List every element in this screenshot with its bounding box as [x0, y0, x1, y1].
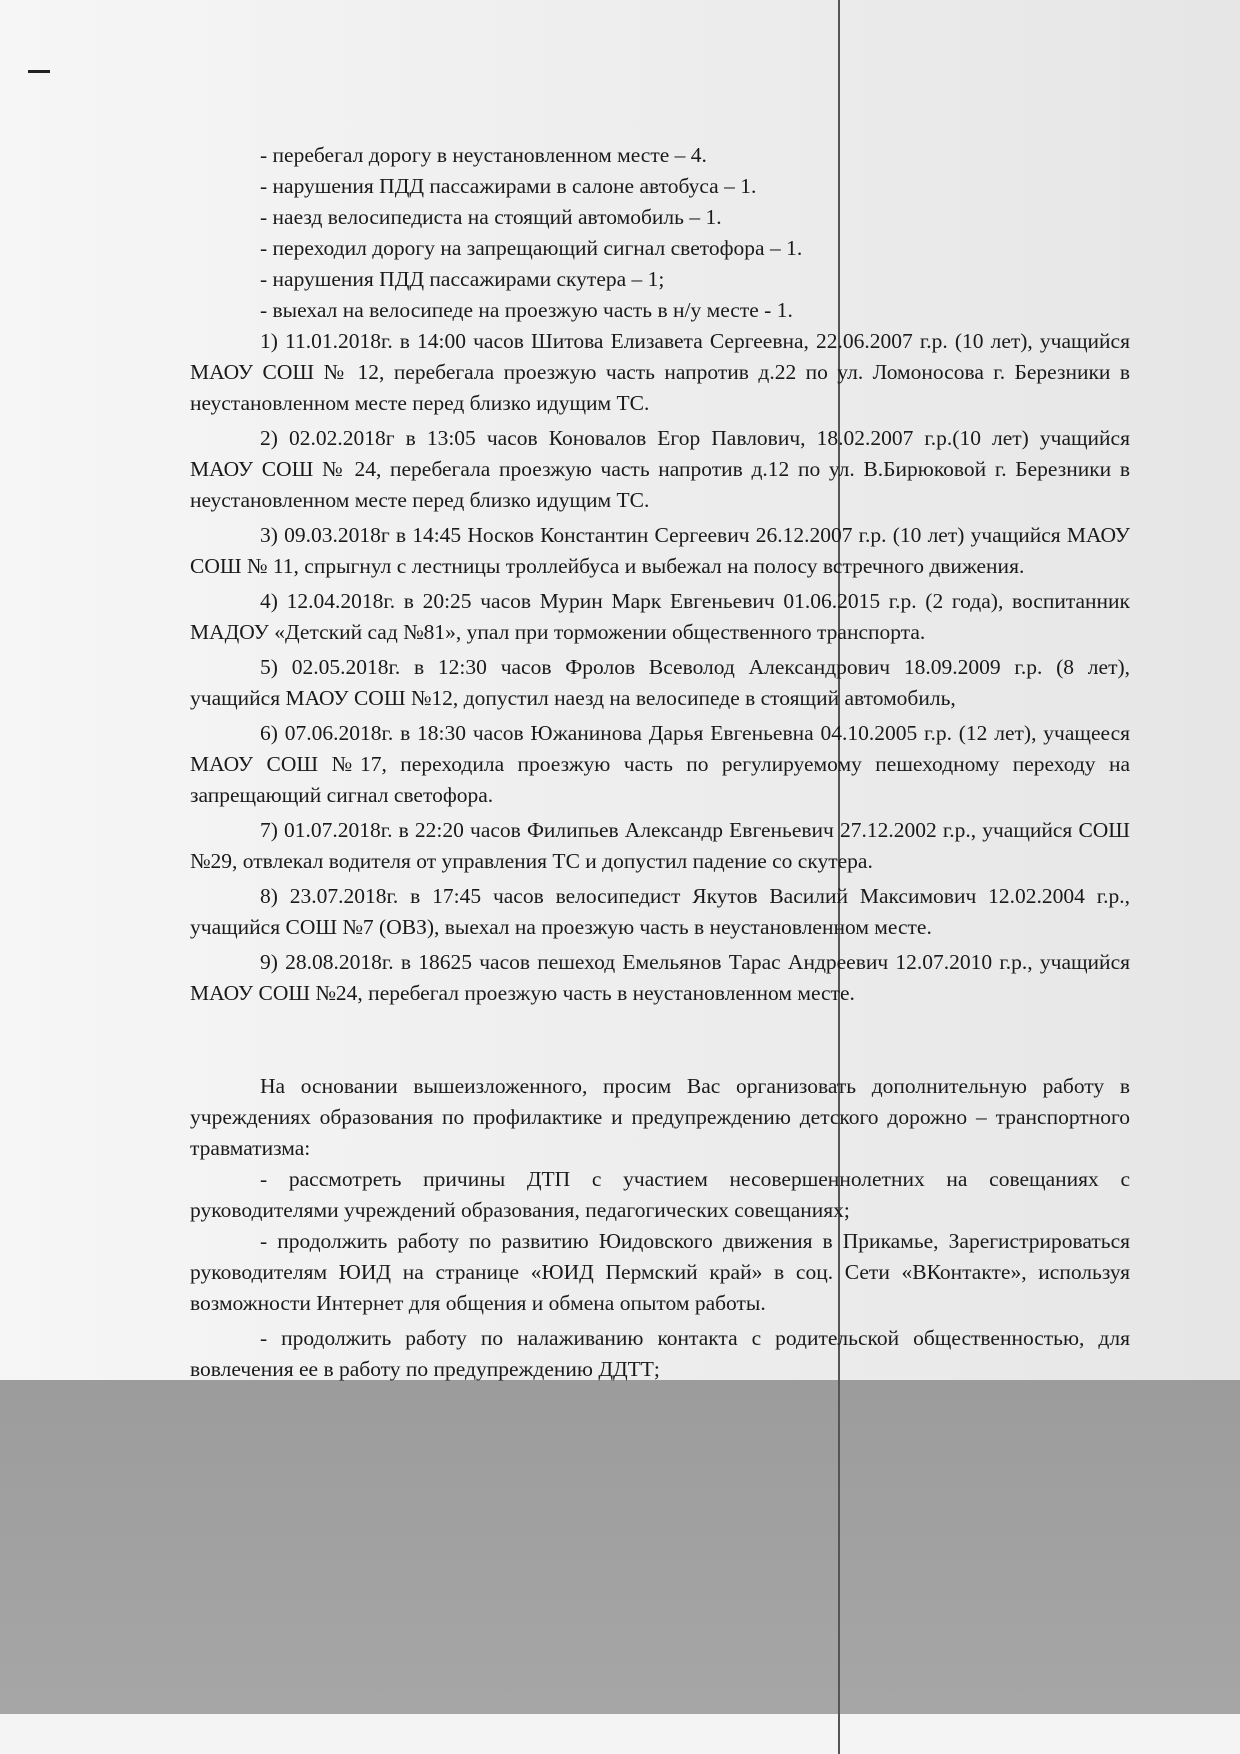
scan-dark-band: [0, 1380, 1240, 1714]
request-item: - рассмотреть причины ДТП с участием несовершеннолетних на совещаниях с руководителями учреждений образования, педагогических совещаниях;: [190, 1167, 1130, 1222]
violation-item: - перебегал дорогу в неустановленном месте – 4.: [260, 143, 707, 167]
scan-edge-mark: [28, 70, 50, 73]
request-item: - продолжить работу по налаживанию контакта с родительской общественностью, для вовлечения ее в работу по предупреждению ДДТТ;: [190, 1326, 1130, 1381]
incident-paragraph: 9) 28.08.2018г. в 18625 часов пешеход Емельянов Тарас Андреевич 12.07.2010 г.р., учащийся МАОУ СОШ №24, перебегал проезжую часть в неустановленном месте.: [190, 950, 1130, 1005]
incident-paragraph: 8) 23.07.2018г. в 17:45 часов велосипедист Якутов Василий Максимович 12.02.2004 г.р., учащийся СОШ №7 (ОВЗ), выехал на проезжую часть в неустановленном месте.: [190, 884, 1130, 939]
scan-bottom-margin: [0, 1714, 1240, 1754]
violation-item: - нарушения ПДД пассажирами в салоне автобуса – 1.: [260, 174, 757, 198]
request-intro: На основании вышеизложенного, просим Вас организовать дополнительную работу в учреждениях образования по профилактике и предупреждению детского дорожно – транспортного травматизма:: [190, 1074, 1130, 1160]
request-item: - продолжить работу по развитию Юидовского движения в Прикамье, Зарегистрироваться руководителям ЮИД на странице «ЮИД Пермский край» в соц. Сети «ВКонтакте», используя возможности Интернет для общения и обмена опытом работы.: [190, 1229, 1130, 1315]
incident-paragraph: 6) 07.06.2018г. в 18:30 часов Южанинова Дарья Евгеньевна 04.10.2005 г.р. (12 лет), учащееся МАОУ СОШ №17, переходила проезжую часть по регулируемому пешеходному переходу на запрещающий сигнал светофора.: [190, 721, 1130, 807]
incident-list: [190, 326, 1130, 1009]
incident-paragraph: 1) 11.01.2018г. в 14:00 часов Шитова Елизавета Сергеевна, 22.06.2007 г.р. (10 лет), учащийся МАОУ СОШ № 12, перебегала проезжую часть напротив д.22 по ул. Ломоносова г. Березники в неустановленном месте перед близко идущим ТС.: [190, 329, 1130, 415]
violation-item: - переходил дорогу на запрещающий сигнал светофора – 1.: [260, 236, 803, 260]
incident-paragraph: 3) 09.03.2018г в 14:45 Носков Константин Сергеевич 26.12.2007 г.р. (10 лет) учащийся МАОУ СОШ № 11, спрыгнул с лестницы троллейбуса и выбежал на полосу встречного движения.: [190, 523, 1130, 578]
incident-paragraph: 7) 01.07.2018г. в 22:20 часов Филипьев Александр Евгеньевич 27.12.2002 г.р., учащийся СОШ №29, отвлекал водителя от управления ТС и допустил падение со скутера.: [190, 818, 1130, 873]
incident-paragraph: 4) 12.04.2018г. в 20:25 часов Мурин Марк Евгеньевич 01.06.2015 г.р. (2 года), воспитанник МАДОУ «Детский сад №81», упал при торможении общественного транспорта.: [190, 589, 1130, 644]
section-gap: [190, 1009, 1130, 1071]
violation-item: - наезд велосипедиста на стоящий автомобиль – 1.: [260, 205, 722, 229]
incident-paragraph: 2) 02.02.2018г в 13:05 часов Коновалов Егор Павлович, 18.02.2007 г.р.(10 лет) учащийся МАОУ СОШ № 24, перебегала проезжую часть напротив д.12 по ул. В.Бирюковой г. Березники в неустановленном месте перед близко идущим ТС.: [190, 426, 1130, 512]
incident-paragraph: 5) 02.05.2018г. в 12:30 часов Фролов Всеволод Александрович 18.09.2009 г.р. (8 лет), учащийся МАОУ СОШ №12, допустил наезд на велосипеде в стоящий автомобиль,: [190, 655, 1130, 710]
violation-item: - выехал на велосипеде на проезжую часть в н/у месте - 1.: [260, 298, 793, 322]
violation-item: - нарушения ПДД пассажирами скутера – 1;: [260, 267, 665, 291]
request-section: [190, 1071, 1130, 1385]
letter-body: [190, 140, 1130, 1385]
violation-list: [190, 140, 1130, 326]
